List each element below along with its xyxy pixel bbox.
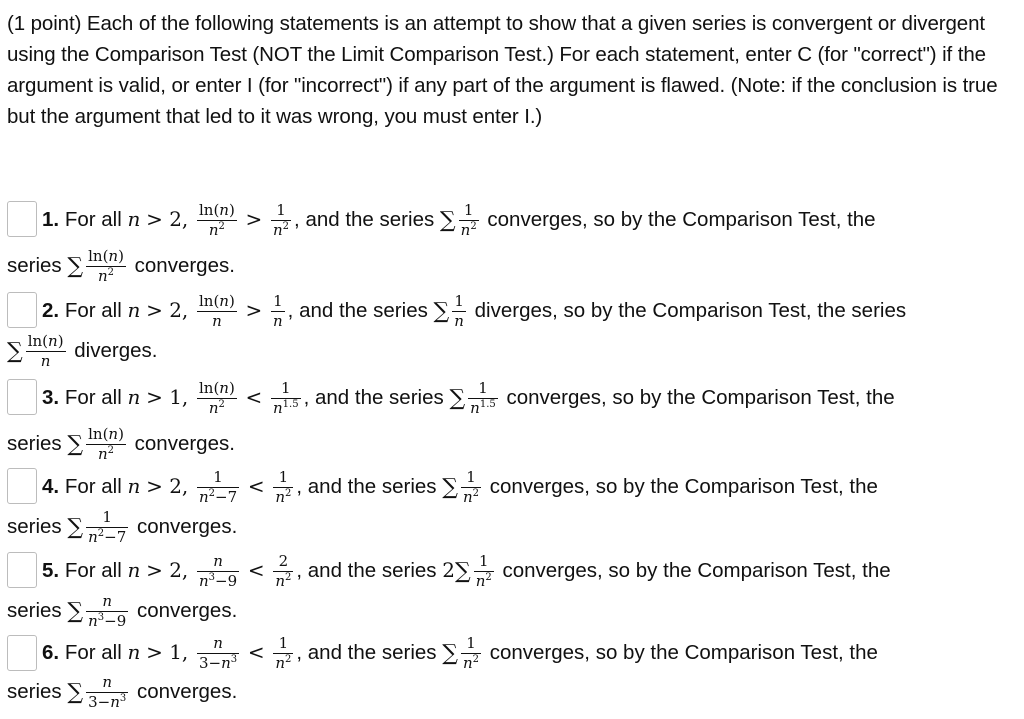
for-all-text: For all [64, 558, 122, 582]
answer-input-5[interactable] [7, 552, 37, 588]
problem-intro: (1 point) Each of the following statements is an attempt to show that a given series is convergent or divergent using the Comparison Test (NOT the Limit Comparison Test.) For each statement, enter C (for "correct") if the argument is valid, or enter I (for "incorrect") if any part of the argument is flawed. (Note: if the conclusion is true but the argument that led to it was wrong, you must enter I.) [7, 12, 998, 128]
final-text: converges. [134, 431, 235, 455]
final-text: converges. [136, 679, 238, 703]
for-all-text: For all [64, 385, 122, 409]
statement-number: 5. [42, 558, 60, 582]
series-word: series [7, 253, 62, 277]
statement-number: 6. [42, 640, 60, 664]
and-series-text: , and the series [296, 640, 437, 664]
and-series-text: , and the series [287, 298, 428, 322]
conclusion-text: converges, so by the Comparison Test, the [506, 385, 895, 409]
conclusion-text: converges, so by the Comparison Test, the [502, 558, 891, 582]
series-word: series [7, 598, 62, 622]
and-series-text: , and the series [296, 558, 437, 582]
for-all-text: For all [64, 640, 122, 664]
for-all-text: For all [64, 207, 122, 231]
for-all-text: For all [64, 474, 122, 498]
and-series-text: , and the series [296, 474, 437, 498]
statement-number: 4. [42, 474, 60, 498]
statement-number: 1. [42, 207, 60, 231]
final-text: diverges. [74, 338, 158, 362]
final-text: converges. [134, 253, 235, 277]
final-text: converges. [136, 598, 238, 622]
answer-input-6[interactable] [7, 635, 37, 671]
conclusion-text: converges, so by the Comparison Test, the [487, 207, 876, 231]
and-series-text: , and the series [303, 385, 444, 409]
conclusion-text: converges, so by the Comparison Test, the [489, 640, 878, 664]
answer-input-4[interactable] [7, 468, 37, 504]
series-word: series [7, 514, 62, 538]
statement-number: 2. [42, 298, 60, 322]
final-text: converges. [136, 514, 238, 538]
series-word: series [7, 431, 62, 455]
and-series-text: , and the series [294, 207, 435, 231]
conclusion-text: diverges, so by the Comparison Test, the series [474, 298, 907, 322]
statement-number: 3. [42, 385, 60, 409]
conclusion-text: converges, so by the Comparison Test, the [489, 474, 878, 498]
answer-input-2[interactable] [7, 292, 37, 328]
series-word: series [7, 679, 62, 703]
answer-input-3[interactable] [7, 379, 37, 415]
for-all-text: For all [64, 298, 122, 322]
answer-input-1[interactable] [7, 201, 37, 237]
